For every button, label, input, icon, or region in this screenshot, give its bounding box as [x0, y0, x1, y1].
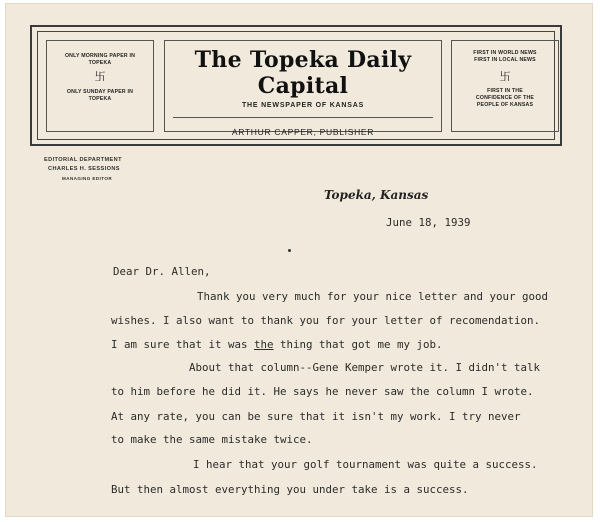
- body-line-5: to him before he did it. He says he never saw the column I wrote.: [111, 385, 534, 398]
- letter-place: Topeka, Kansas: [324, 188, 429, 202]
- newspaper-subtitle: THE NEWSPAPER OF KANSAS: [241, 102, 365, 109]
- letterhead-frame: [30, 25, 562, 146]
- editorial-department-block: [44, 156, 122, 183]
- swastika-emblem-icon: 卐: [94, 71, 106, 83]
- body-line-4: About that column--Gene Kemper wrote it. I didn't talk: [189, 361, 541, 374]
- publisher-line: ARTHUR CAPPER, PUBLISHER: [231, 127, 375, 137]
- local-news-slogan: FIRST IN LOCAL NEWS: [474, 57, 536, 63]
- body-line-3-end: thing that got me my job.: [273, 338, 443, 351]
- letterhead-inner-frame: [37, 31, 555, 140]
- sunday-paper-slogan: ONLY SUNDAY PAPER IN TOPEKA: [66, 89, 134, 102]
- left-slogan-box: [46, 40, 154, 132]
- ink-dot: [288, 249, 291, 252]
- right-slogan-box: [451, 40, 559, 132]
- morning-paper-slogan: ONLY MORNING PAPER IN TOPEKA: [64, 53, 136, 66]
- body-line-3: [111, 338, 443, 351]
- world-news-slogan: FIRST IN WORLD NEWS: [473, 50, 537, 56]
- swastika-emblem-icon: 卐: [499, 71, 511, 83]
- body-line-3-start: I am sure that it was: [111, 338, 255, 351]
- body-line-2: wishes. I also want to thank you for your letter of recomendation.: [111, 314, 541, 327]
- body-line-9: But then almost everything you under take is a success.: [111, 483, 469, 496]
- editor-title: MANAGING EDITOR: [62, 176, 113, 181]
- underlined-word: the: [254, 338, 274, 351]
- newspaper-title: The Topeka Daily Capital: [194, 47, 412, 99]
- body-line-6: At any rate, you can be sure that it isn't my work. I try never: [111, 410, 521, 423]
- confidence-slogan: FIRST IN THE CONFIDENCE OF THE PEOPLE OF KANSAS: [475, 88, 535, 108]
- salutation: Dear Dr. Allen,: [113, 265, 211, 278]
- letter-date: June 18, 1939: [386, 216, 471, 229]
- body-line-1: Thank you very much for your nice letter and your good: [197, 290, 549, 303]
- body-line-8: I hear that your golf tournament was quite a success.: [193, 458, 538, 471]
- body-line-7: to make the same mistake twice.: [111, 433, 313, 446]
- masthead-divider: [173, 117, 433, 118]
- editor-name: CHARLES H. SESSIONS: [48, 166, 120, 172]
- masthead-box: [164, 40, 442, 137]
- department-name: EDITORIAL DEPARTMENT: [44, 157, 122, 163]
